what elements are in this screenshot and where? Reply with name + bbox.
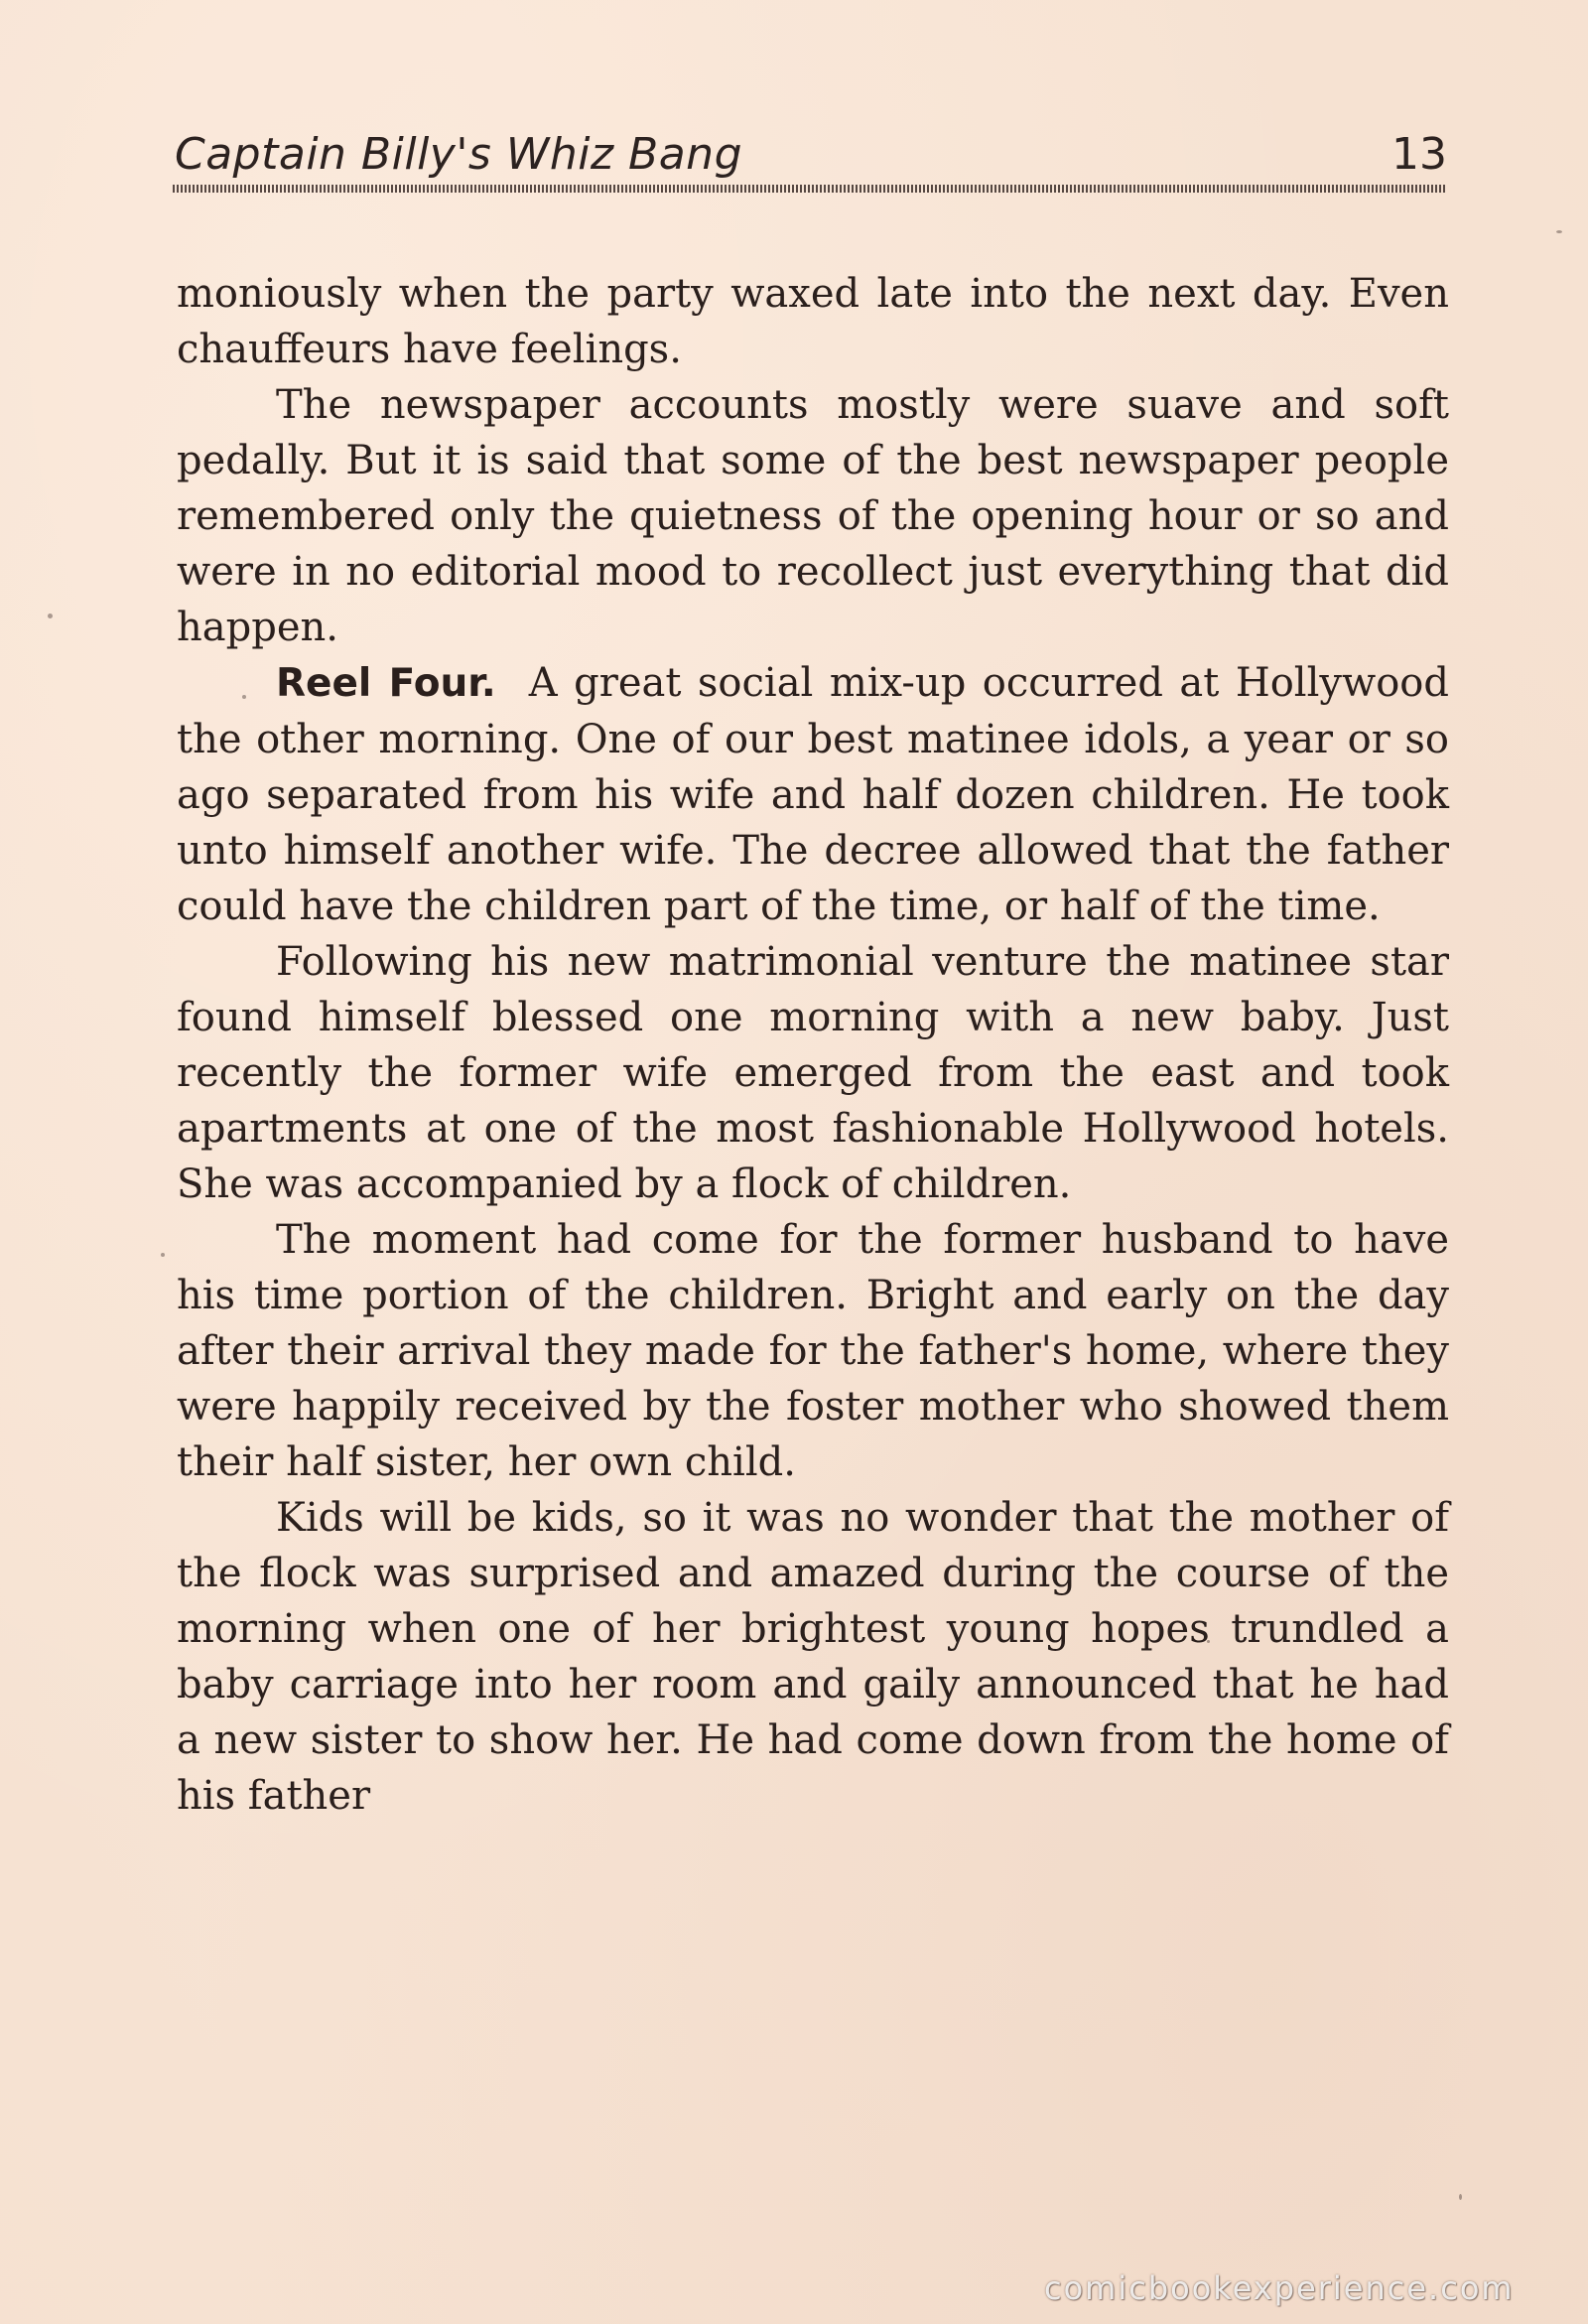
paragraph-matrimonial: Following his new matrimonial venture the matinee star found himself blessed one morning with a new baby. Just recently the former wife emerged from the east and took apartments at one of the most fashionable Hollywood hotels. She was accompanied by a flock of children. [177,939,1449,1207]
paper-speck [1207,1640,1210,1643]
paper-speck [1459,2194,1462,2200]
paragraph-newspaper: The newspaper accounts mostly were suave and soft pedally. But it is said that some of the best newspaper people remembered only the quietness of the opening hour or so and were in no editorial mood to recollect just everything that did happen. [177,382,1449,650]
page-number: 13 [1391,129,1447,180]
paragraph-reel-four [177,655,1449,934]
reel-heading: Reel Four. [276,661,496,706]
paper-speck [161,1253,165,1257]
reel-four-text: A great social mix-up occurred at Hollywood the other morning. One of our best matinee idols, a year or so ago separated from his wife and half dozen children. He took unto himself another wife. The decree allowed that the father could have the children part of the time, or half of the time. [177,660,1449,929]
paper-speck [242,695,246,699]
paper-speck [48,614,53,618]
paragraph-continued: moniously when the party waxed late into the next day. Even chauffeurs have feelings. [177,271,1449,372]
paragraph-kids: Kids will be kids, so it was no wonder that the mother of the flock was surprised and amazed during the course of the morning when one of her brightest young hopes trundled a baby carriage into her room and gaily announced that he had a new sister to show her. He had come down from the home of his father [177,1495,1449,1819]
header-rule [173,185,1447,193]
article-body [177,266,1449,1824]
paragraph-time-portion: The moment had come for the former husband to have his time portion of the children. Bright and early on the day after their arrival they made for the father's home, where they were happily received by the foster mother who showed them their half sister, her own child. [177,1217,1449,1485]
site-watermark: comicbookexperience.com [1044,2269,1515,2307]
paper-speck [1556,230,1562,233]
running-header [175,127,1447,183]
publication-title: Captain Billy's Whiz Bang [175,129,742,180]
